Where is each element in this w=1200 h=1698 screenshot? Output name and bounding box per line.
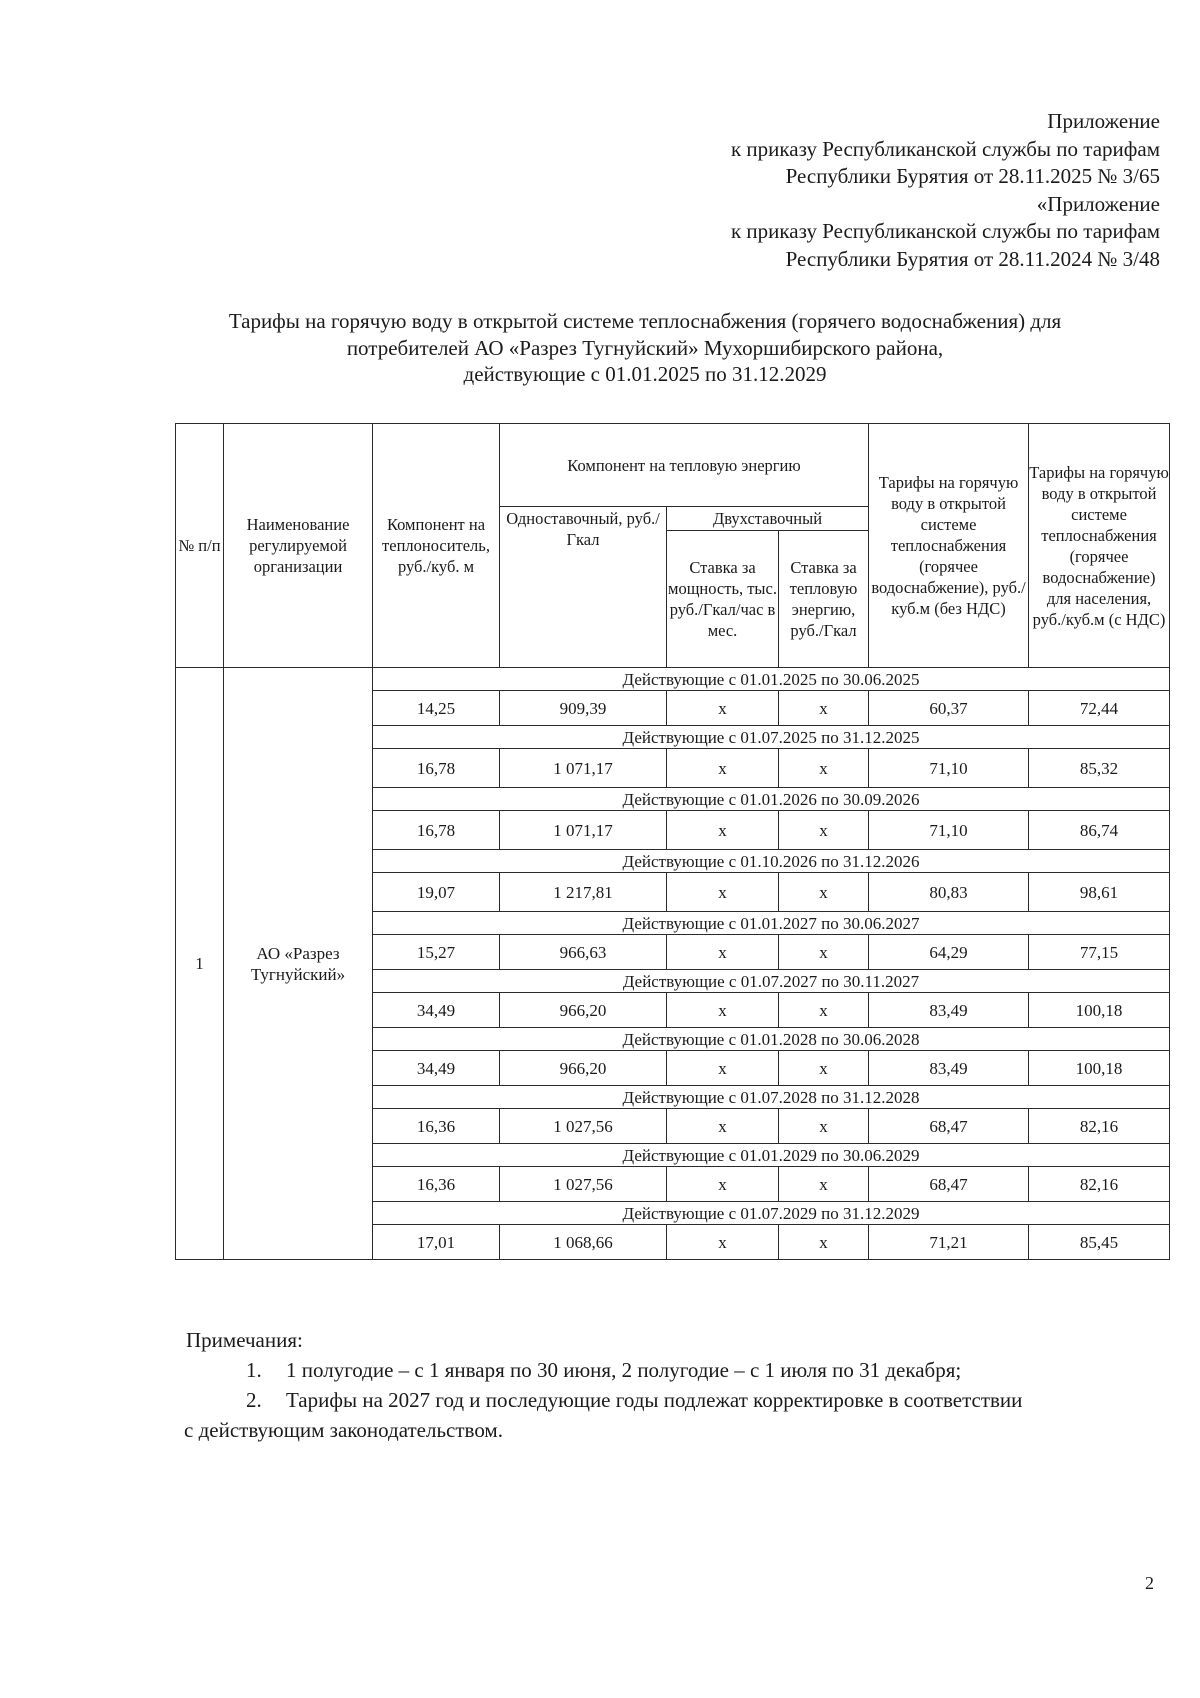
- period-label: Действующие с 01.01.2026 по 30.09.2026: [373, 788, 1170, 811]
- period-label: Действующие с 01.10.2026 по 31.12.2026: [373, 850, 1170, 873]
- thermal-rate-value: х: [779, 811, 869, 850]
- period-label: Действующие с 01.07.2029 по 31.12.2029: [373, 1202, 1170, 1225]
- capacity-rate-value: х: [667, 1167, 779, 1202]
- single-rate-value: 1 068,66: [500, 1225, 667, 1260]
- note-number: 2.: [246, 1388, 262, 1412]
- note-number: 1.: [246, 1358, 262, 1382]
- period-label: Действующие с 01.07.2028 по 31.12.2028: [373, 1086, 1170, 1109]
- header-line: к приказу Республиканской службы по тарифам: [730, 136, 1160, 161]
- capacity-rate-value: х: [667, 1051, 779, 1086]
- capacity-rate-value: х: [667, 811, 779, 850]
- header-tariff-no-vat: Тарифы на горячую воду в открытой системе теплоснабжения (горячее водоснабжение), руб./куб.м (без НДС): [869, 424, 1029, 668]
- title-line: потребителей АО «Разрез Тугнуйский» Мухоршибирского района,: [346, 335, 944, 360]
- tariff-population-value: 72,44: [1029, 691, 1170, 726]
- period-label: Действующие с 01.07.2025 по 31.12.2025: [373, 726, 1170, 749]
- tariff-no-vat-value: 60,37: [869, 691, 1029, 726]
- header-two-part-rate: Двухставочный: [667, 507, 869, 531]
- capacity-rate-value: х: [667, 993, 779, 1028]
- single-rate-value: 1 027,56: [500, 1109, 667, 1144]
- header-line: Приложение: [1047, 109, 1160, 133]
- single-rate-value: 909,39: [500, 691, 667, 726]
- title-line: Тарифы на горячую воду в открытой системе теплоснабжения (горячего водоснабжения) для: [228, 309, 1062, 333]
- tariff-population-value: 100,18: [1029, 1051, 1170, 1086]
- tariff-no-vat-value: 68,47: [869, 1167, 1029, 1202]
- capacity-rate-value: х: [667, 1109, 779, 1144]
- capacity-rate-value: х: [667, 935, 779, 970]
- period-label: Действующие с 01.01.2025 по 30.06.2025: [373, 668, 1170, 691]
- thermal-rate-value: х: [779, 691, 869, 726]
- tariff-no-vat-value: 64,29: [869, 935, 1029, 970]
- carrier-value: 34,49: [373, 1051, 500, 1086]
- capacity-rate-value: х: [667, 1225, 779, 1260]
- appendix-header: [560, 108, 1160, 274]
- thermal-rate-value: х: [779, 993, 869, 1028]
- period-label: Действующие с 01.01.2029 по 30.06.2029: [373, 1144, 1170, 1167]
- carrier-value: 16,78: [373, 811, 500, 850]
- header-line: Республики Бурятия от 28.11.2024 № 3/48: [785, 246, 1160, 271]
- row-number: 1: [176, 668, 224, 1260]
- notes-heading: Примечания:: [186, 1328, 303, 1352]
- page-number: 2: [1145, 1573, 1154, 1593]
- tariff-population-value: 82,16: [1029, 1109, 1170, 1144]
- header-number: № п/п: [176, 424, 224, 668]
- tariff-population-value: 86,74: [1029, 811, 1170, 850]
- carrier-value: 17,01: [373, 1225, 500, 1260]
- period-label: Действующие с 01.01.2028 по 30.06.2028: [373, 1028, 1170, 1051]
- capacity-rate-value: х: [667, 749, 779, 788]
- carrier-value: 16,78: [373, 749, 500, 788]
- carrier-value: 16,36: [373, 1109, 500, 1144]
- tariff-population-value: 98,61: [1029, 873, 1170, 912]
- tariff-no-vat-value: 83,49: [869, 993, 1029, 1028]
- tariff-population-value: 85,45: [1029, 1225, 1170, 1260]
- capacity-rate-value: х: [667, 691, 779, 726]
- header-organization: Наименование регулируемой организации: [224, 424, 373, 668]
- carrier-value: 19,07: [373, 873, 500, 912]
- header-line: к приказу Республиканской службы по тарифам: [730, 219, 1160, 244]
- note-continuation: с действующим законодательством.: [184, 1418, 503, 1442]
- tariff-no-vat-value: 80,83: [869, 873, 1029, 912]
- notes-section: [186, 1325, 1166, 1445]
- thermal-rate-value: х: [779, 1225, 869, 1260]
- carrier-value: 15,27: [373, 935, 500, 970]
- note-item: [186, 1355, 1166, 1385]
- header-line: Республики Бурятия от 28.11.2025 № 3/65: [785, 164, 1160, 189]
- period-label: Действующие с 01.07.2027 по 30.11.2027: [373, 970, 1170, 993]
- single-rate-value: 966,20: [500, 993, 667, 1028]
- tariff-no-vat-value: 71,10: [869, 749, 1029, 788]
- header-tariff-population: Тарифы на горячую воду в открытой системе теплоснабжения (горячее водоснабжение) для населения, руб./куб.м (с НДС): [1029, 424, 1170, 668]
- thermal-rate-value: х: [779, 873, 869, 912]
- organization-name: АО «Разрез Тугнуйский»: [224, 668, 373, 1260]
- thermal-rate-value: х: [779, 935, 869, 970]
- tariff-no-vat-value: 71,10: [869, 811, 1029, 850]
- tariff-population-value: 82,16: [1029, 1167, 1170, 1202]
- thermal-rate-value: х: [779, 1109, 869, 1144]
- tariff-table: [175, 423, 1170, 1260]
- note-text: 1 полугодие – с 1 января по 30 июня, 2 полугодие – с 1 июля по 31 декабря;: [286, 1358, 962, 1382]
- document-title: [130, 308, 1160, 388]
- carrier-value: 14,25: [373, 691, 500, 726]
- header-carrier-component: Компонент на теплоноситель, руб./куб. м: [373, 424, 500, 668]
- header-capacity-rate: Ставка за мощность, тыс. руб./Гкал/час в мес.: [667, 531, 779, 668]
- note-text: Тарифы на 2027 год и последующие годы подлежат корректировке в соответствии: [286, 1388, 1023, 1412]
- title-line: действующие с 01.01.2025 по 31.12.2029: [463, 362, 827, 386]
- thermal-rate-value: х: [779, 1051, 869, 1086]
- header-thermal-rate: Ставка за тепловую энергию, руб./Гкал: [779, 531, 869, 668]
- single-rate-value: 966,63: [500, 935, 667, 970]
- single-rate-value: 1 217,81: [500, 873, 667, 912]
- single-rate-value: 1 071,17: [500, 749, 667, 788]
- carrier-value: 34,49: [373, 993, 500, 1028]
- single-rate-value: 1 027,56: [500, 1167, 667, 1202]
- capacity-rate-value: х: [667, 873, 779, 912]
- tariff-no-vat-value: 68,47: [869, 1109, 1029, 1144]
- single-rate-value: 1 071,17: [500, 811, 667, 850]
- thermal-rate-value: х: [779, 749, 869, 788]
- period-label: Действующие с 01.01.2027 по 30.06.2027: [373, 912, 1170, 935]
- note-item: [186, 1385, 1166, 1415]
- tariff-population-value: 77,15: [1029, 935, 1170, 970]
- tariff-no-vat-value: 83,49: [869, 1051, 1029, 1086]
- single-rate-value: 966,20: [500, 1051, 667, 1086]
- thermal-rate-value: х: [779, 1167, 869, 1202]
- tariff-population-value: 85,32: [1029, 749, 1170, 788]
- header-single-rate: Одноставочный, руб./Гкал: [500, 507, 667, 668]
- header-line: «Приложение: [1036, 191, 1160, 216]
- header-energy-component: Компонент на тепловую энергию: [500, 424, 869, 507]
- tariff-no-vat-value: 71,21: [869, 1225, 1029, 1260]
- carrier-value: 16,36: [373, 1167, 500, 1202]
- tariff-population-value: 100,18: [1029, 993, 1170, 1028]
